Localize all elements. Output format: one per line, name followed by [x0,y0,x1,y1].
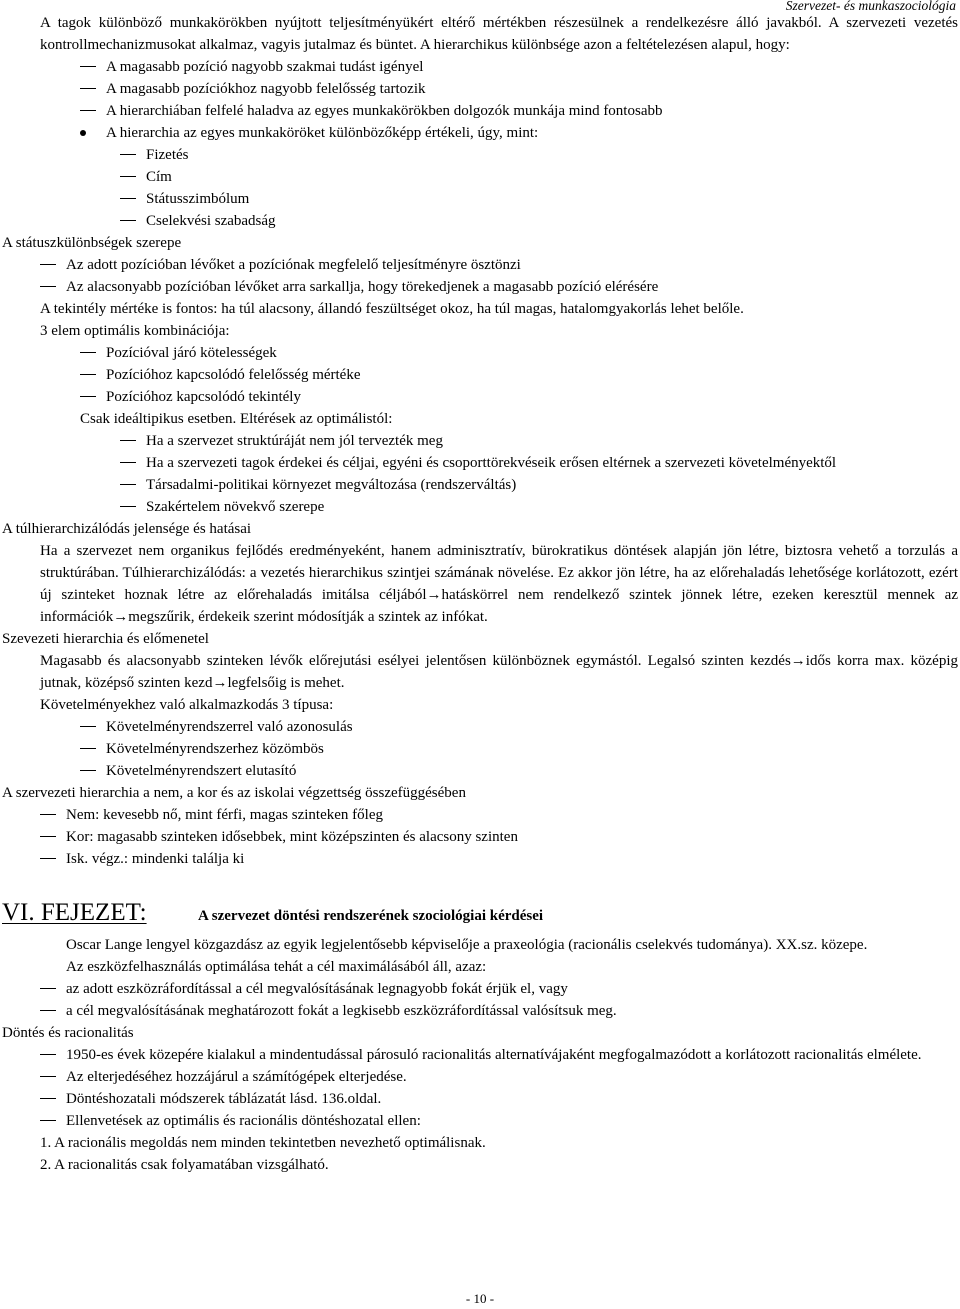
dash-marker-icon [80,726,96,727]
dash-marker-icon [120,506,136,507]
item-text: Az adott pozícióban lévőket a pozíciónak megfelelő teljesítményre ösztönzi [66,257,521,273]
dash-marker-icon [80,110,96,111]
dash-list-item [0,188,960,210]
item-text: Fizetés [146,147,189,163]
paragraph [0,298,960,320]
paragraph [0,12,960,56]
dash-list-item [0,496,960,518]
dash-list-item [0,1044,960,1066]
item-text: Követelményrendszert elutasító [106,763,297,779]
item-text: Társadalmi-politikai környezet megváltozása (rendszerváltás) [146,477,517,493]
paragraph [0,956,960,978]
item-text: Oscar Lange lengyel közgazdász az egyik legjelentősebb képviselője a praxeológia (racionális cselekvés tudománya). XX.sz. közepe. [66,937,868,953]
item-text: A hierarchiában felfelé haladva az egyes munkakörökben dolgozók munkája mind fontosabb [106,103,663,119]
bullet-marker-icon [80,130,86,136]
dash-marker-icon [40,264,56,265]
dash-list-item [0,452,960,474]
chapter-heading [0,896,960,932]
item-text: A túlhierarchizálódás jelensége és hatásai [2,521,252,537]
dash-marker-icon [40,286,56,287]
dash-list-item [0,364,960,386]
dash-marker-icon [80,770,96,771]
dash-marker-icon [80,748,96,749]
dash-list-item [0,1110,960,1132]
dash-marker-icon [40,836,56,837]
dash-marker-icon [120,462,136,463]
dash-list-item [0,342,960,364]
dash-list-item [0,1066,960,1088]
item-text: A tekintély mértéke is fontos: ha túl alacsony, állandó feszültséget okoz, ha túl magas, hatalomgyakorlás lehet belőle. [40,301,744,317]
item-text: A magasabb pozíciókhoz nagyobb felelősség tartozik [106,81,426,97]
paragraph [0,782,960,804]
dash-list-item [0,386,960,408]
dash-list-item [0,978,960,1000]
dash-list-item [0,144,960,166]
item-text: A szervezeti hierarchia a nem, a kor és az iskolai végzettség összefüggésében [2,785,466,801]
dash-marker-icon [40,1098,56,1099]
item-text: Szevezeti hierarchia és előmenetel [2,631,209,647]
bullet-list-item [0,122,960,144]
paragraph [0,540,960,628]
item-text: Követelményekhez való alkalmazkodás 3 típusa: [40,697,334,713]
item-text: Cselekvési szabadság [146,213,276,229]
paragraph [0,320,960,342]
section-decision-system [0,934,960,1176]
dash-marker-icon [40,814,56,815]
item-text: Követelményrendszerhez közömbös [106,741,324,757]
item-text: Isk. végz.: mindenki találja ki [66,851,245,867]
paragraph [0,650,960,694]
dash-marker-icon [80,66,96,67]
chapter-title: A szervezet döntési rendszerének szociológiai kérdései [198,908,544,924]
dash-list-item [0,1088,960,1110]
dash-marker-icon [40,988,56,989]
dash-list-item [0,738,960,760]
dash-list-item [0,78,960,100]
item-text: Státusszimbólum [146,191,250,207]
dash-marker-icon [40,1120,56,1121]
dash-marker-icon [80,88,96,89]
dash-marker-icon [120,484,136,485]
item-text: Ha a szervezet struktúráját nem jól tervezték meg [146,433,443,449]
dash-marker-icon [120,220,136,221]
item-text: Kor: magasabb szinteken idősebbek, mint középszinten és alacsony szinten [66,829,518,845]
item-text: A tagok különböző munkakörökben nyújtott teljesítményükért eltérő mértékben részesülnek a rendelkezésre álló javakból. A szervezeti vezetés kontrollmechanizmusokat alkalmaz, vagyis jutalmaz és büntet. A hierarchikus különbsége azon a feltételezésen alapul, hogy: [40,15,958,53]
item-text: Követelményrendszerrel való azonosulás [106,719,353,735]
dash-list-item [0,430,960,452]
item-text: Cím [146,169,172,185]
dash-list-item [0,1000,960,1022]
dash-list-item [0,100,960,122]
dash-marker-icon [80,352,96,353]
dash-marker-icon [120,154,136,155]
dash-marker-icon [120,176,136,177]
document-body [0,12,960,1176]
paragraph [0,518,960,540]
dash-list-item [0,56,960,78]
item-text: Pozícióhoz kapcsolódó tekintély [106,389,301,405]
item-text: Nem: kevesebb nő, mint férfi, magas szinteken főleg [66,807,383,823]
paragraph [0,1022,960,1044]
paragraph [0,408,960,430]
dash-list-item [0,474,960,496]
item-text: Ha a szervezeti tagok érdekei és céljai, egyéni és csoporttörekvéseik erősen eltérnek a szervezeti követelményektől [146,455,837,471]
dash-list-item [0,254,960,276]
dash-marker-icon [40,1010,56,1011]
item-text: Döntéshozatali módszerek táblázatát lásd. 136.oldal. [66,1091,382,1107]
item-text: A magasabb pozíció nagyobb szakmai tudást igényel [106,59,424,75]
item-text: az adott eszközráfordítással a cél megvalósításának legnagyobb fokát érjük el, vagy [66,981,568,997]
dash-list-item [0,826,960,848]
dash-marker-icon [120,198,136,199]
item-text: Csak ideáltipikus esetben. Eltérések az optimálistól: [80,411,393,427]
dash-marker-icon [80,396,96,397]
item-text: Döntés és racionalitás [2,1025,134,1041]
item-text: Pozícióval járó kötelességek [106,345,277,361]
item-text: 1. A racionális megoldás nem minden tekintetben nevezhető optimálisnak. [40,1135,486,1151]
item-text: A hierarchia az egyes munkaköröket különbözőképp értékeli, úgy, mint: [106,125,539,141]
item-text: Szakértelem növekvő szerepe [146,499,325,515]
item-text: Pozícióhoz kapcsolódó felelősség mértéke [106,367,361,383]
dash-marker-icon [80,374,96,375]
item-text: Az eszközfelhasználás optimálása tehát a cél maximálásából áll, azaz: [66,959,487,975]
paragraph [0,1154,960,1176]
paragraph [0,628,960,650]
item-text: Ha a szervezet nem organikus fejlődés eredményeként, hanem adminisztratív, bürokratikus döntések alapján jön létre, biztosra vehető a torzulás a struktúrában. Túlhierarchizálódás: a vezetés hierarchikus szintjei számának növelése. Ez akkor jön létre, ha az előrehaladás lehetősége korlátozott, ezért új szinteket hoznak létre az előrehaladás imitálsa céljából→hatáskörrel nem rendelkező szintek jönnek létre, ezeken keresztül mennek az információk→megszűrik, érdekeik szerint módosítják a szintek az infókat. [40,543,958,625]
item-text: 1950-es évek közepére kialakul a mindentudással párosuló racionalitás alternatívájaként megfogalmazódott a korlátozott racionalitás elmélete. [66,1047,922,1063]
dash-list-item [0,276,960,298]
item-text: Ellenvetések az optimális és racionális döntéshozatal ellen: [66,1113,421,1129]
dash-list-item [0,848,960,870]
dash-list-item [0,760,960,782]
dash-list-item [0,166,960,188]
chapter-label: VI. FEJEZET: [2,899,147,926]
dash-list-item [0,210,960,232]
paragraph [0,1132,960,1154]
item-text: 2. A racionalitás csak folyamatában vizsgálható. [40,1157,329,1173]
dash-marker-icon [120,440,136,441]
running-header: Szervezet- és munkaszociológia [785,0,956,13]
item-text: Magasabb és alacsonyabb szinteken lévők előrejutási esélyei jelentősen különböznek egymástól. Legalsó szinten kezdés→idős korra max. középig jutnak, középső szinten kezd→legfelsőig is mehet. [40,653,958,691]
paragraph [0,694,960,716]
item-text: A státuszkülönbségek szerepe [2,235,182,251]
dash-marker-icon [40,1076,56,1077]
dash-list-item [0,804,960,826]
dash-marker-icon [40,858,56,859]
item-text: Az elterjedéséhez hozzájárul a számítógépek elterjedése. [66,1069,407,1085]
dash-marker-icon [40,1054,56,1055]
item-text: Az alacsonyabb pozícióban lévőket arra sarkallja, hogy törekedjenek a magasabb pozíció elérésére [66,279,659,295]
paragraph [0,934,960,956]
paragraph [0,232,960,254]
dash-list-item [0,716,960,738]
page-number: - 10 - [465,1291,495,1306]
item-text: a cél megvalósításának meghatározott fokát a legkisebb eszközráfordítással valósítsuk meg. [66,1003,617,1019]
item-text: 3 elem optimális kombinációja: [40,323,230,339]
section-hierarchy [0,12,960,870]
